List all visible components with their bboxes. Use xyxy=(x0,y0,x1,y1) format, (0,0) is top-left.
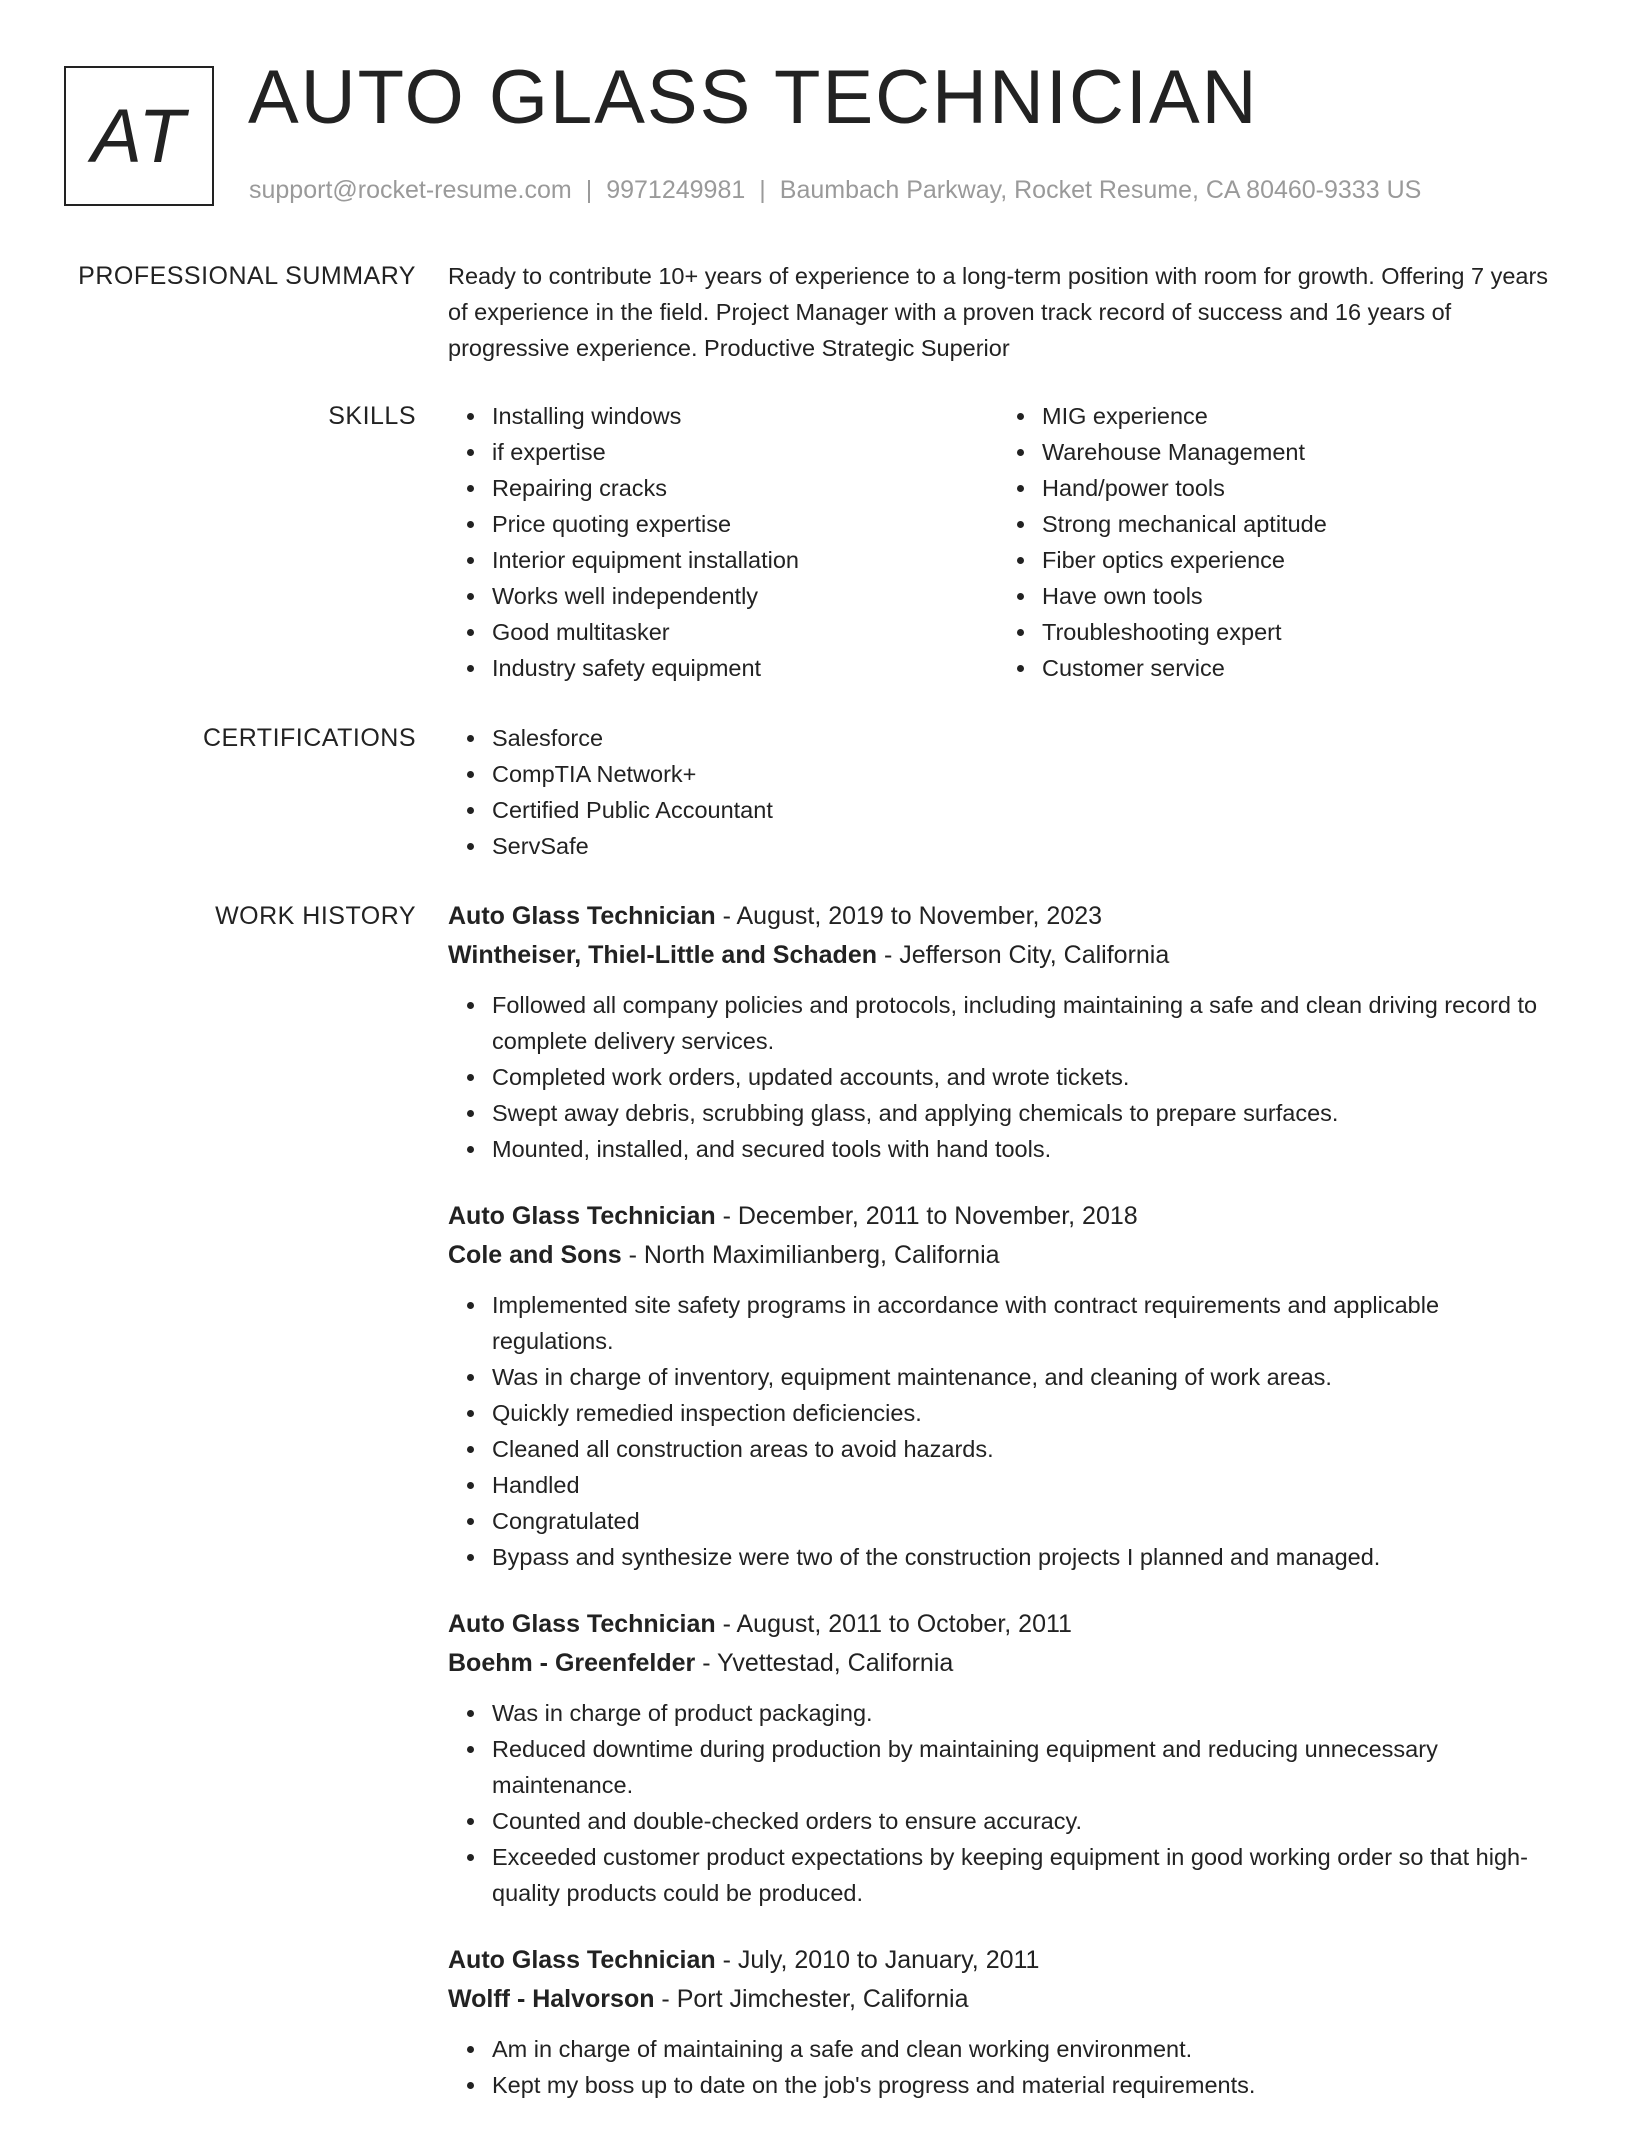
job-duty-item: Congratulated xyxy=(492,1503,1558,1539)
job-duty-item: Quickly remedied inspection deficiencies. xyxy=(492,1395,1558,1431)
summary-text: Ready to contribute 10+ years of experience to a long-term position with room for growth. Offering 7 years of experience in the field. Project Manager with a proven track record of success and 16 years of progressive experience. Productive Strategic Superior xyxy=(448,263,1549,361)
contact-address: Baumbach Parkway, Rocket Resume, CA 80460-9333 US xyxy=(779,176,1422,204)
job-entry xyxy=(448,1941,1558,2103)
dash-separator: - xyxy=(621,1241,644,1269)
job-location: Yvettestad, California xyxy=(717,1649,954,1677)
skill-item: Troubleshooting expert xyxy=(1042,614,1548,650)
skill-item: Warehouse Management xyxy=(1042,434,1548,470)
job-duty-item: Swept away debris, scrubbing glass, and applying chemicals to prepare surfaces. xyxy=(492,1095,1558,1131)
monogram-logo: AT xyxy=(64,66,214,206)
job-duty-item: Handled xyxy=(492,1467,1558,1503)
job-dates: August, 2019 to November, 2023 xyxy=(736,902,1103,930)
dash-separator: - xyxy=(695,1649,718,1677)
dash-separator: - xyxy=(715,1202,738,1230)
certification-item: CompTIA Network+ xyxy=(492,756,1558,792)
certification-item: Certified Public Accountant xyxy=(492,792,1558,828)
skill-item: Price quoting expertise xyxy=(492,506,998,542)
job-duties-list xyxy=(448,1695,1558,1911)
job-title-line xyxy=(448,897,1558,936)
job-duty-item: Counted and double-checked orders to ensure accuracy. xyxy=(492,1803,1558,1839)
job-duty-item: Am in charge of maintaining a safe and clean working environment. xyxy=(492,2031,1558,2067)
job-duties-list xyxy=(448,2031,1558,2103)
skill-item: Repairing cracks xyxy=(492,470,998,506)
skills-list-left xyxy=(448,398,998,686)
job-duty-item: Mounted, installed, and secured tools with hand tools. xyxy=(492,1131,1558,1167)
job-title: Auto Glass Technician xyxy=(448,902,716,930)
job-company-line xyxy=(448,1980,1558,2019)
job-title: Auto Glass Technician xyxy=(448,1946,716,1974)
job-duty-item: Completed work orders, updated accounts, and wrote tickets. xyxy=(492,1059,1558,1095)
job-dates: December, 2011 to November, 2018 xyxy=(737,1202,1138,1230)
job-company-line xyxy=(448,1236,1558,1275)
job-duties-list xyxy=(448,1287,1558,1575)
job-dates: July, 2010 to January, 2011 xyxy=(737,1946,1040,1974)
dash-separator: - xyxy=(654,1985,677,2013)
certification-item: Salesforce xyxy=(492,720,1558,756)
summary-body xyxy=(448,258,1558,366)
section-label-work-history: WORK HISTORY xyxy=(215,902,416,930)
skills-body xyxy=(448,398,1558,686)
job-entry xyxy=(448,1605,1558,1911)
job-title-line xyxy=(448,1941,1558,1980)
job-title: Auto Glass Technician xyxy=(448,1610,716,1638)
job-title: Auto Glass Technician xyxy=(448,1202,716,1230)
job-duty-item: Kept my boss up to date on the job's progress and material requirements. xyxy=(492,2067,1558,2103)
skill-item: Industry safety equipment xyxy=(492,650,998,686)
job-duty-item: Exceeded customer product expectations by keeping equipment in good working order so that high-quality products could be produced. xyxy=(492,1839,1558,1911)
job-duty-item: Reduced downtime during production by maintaining equipment and reducing unnecessary maintenance. xyxy=(492,1731,1558,1803)
work-history-body xyxy=(448,897,1558,2133)
skill-item: Have own tools xyxy=(1042,578,1548,614)
skill-item: Interior equipment installation xyxy=(492,542,998,578)
contact-phone: 9971249981 xyxy=(606,176,746,204)
dash-separator: - xyxy=(715,1610,737,1638)
certification-item: ServSafe xyxy=(492,828,1558,864)
section-label-summary: PROFESSIONAL SUMMARY xyxy=(78,262,416,290)
job-duty-item: Cleaned all construction areas to avoid hazards. xyxy=(492,1431,1558,1467)
skill-item: Strong mechanical aptitude xyxy=(1042,506,1548,542)
job-location: North Maximilianberg, California xyxy=(643,1241,1000,1269)
job-company: Wintheiser, Thiel-Little and Schaden xyxy=(448,941,878,969)
skill-item: if expertise xyxy=(492,434,998,470)
job-duties-list xyxy=(448,987,1558,1167)
job-title-line xyxy=(448,1605,1558,1644)
certifications-body xyxy=(448,720,1558,864)
skill-item: Works well independently xyxy=(492,578,998,614)
job-entry xyxy=(448,897,1558,1167)
section-label-certifications: CERTIFICATIONS xyxy=(202,724,416,752)
contact-email: support@rocket-resume.com xyxy=(249,176,572,204)
job-company-line xyxy=(448,936,1558,975)
dash-separator: - xyxy=(715,1946,738,1974)
job-company: Cole and Sons xyxy=(448,1241,622,1269)
job-entry xyxy=(448,1197,1558,1575)
job-company-line xyxy=(448,1644,1558,1683)
contact-separator: | xyxy=(759,176,766,204)
skill-item: Good multitasker xyxy=(492,614,998,650)
job-company: Boehm - Greenfelder xyxy=(448,1649,696,1677)
job-location: Jefferson City, California xyxy=(899,941,1170,969)
section-label-skills: SKILLS xyxy=(328,402,416,430)
job-company: Wolff - Halvorson xyxy=(448,1985,655,2013)
job-location: Port Jimchester, California xyxy=(676,1985,969,2013)
job-duty-item: Followed all company policies and protocols, including maintaining a safe and clean driving record to complete delivery services. xyxy=(492,987,1558,1059)
contact-line xyxy=(249,174,1421,206)
job-duty-item: Was in charge of product packaging. xyxy=(492,1695,1558,1731)
certifications-list xyxy=(448,720,1558,864)
contact-separator: | xyxy=(585,176,593,204)
job-duty-item: Was in charge of inventory, equipment maintenance, and cleaning of work areas. xyxy=(492,1359,1558,1395)
skill-item: Customer service xyxy=(1042,650,1548,686)
job-duty-item: Bypass and synthesize were two of the construction projects I planned and managed. xyxy=(492,1539,1558,1575)
skills-list-right xyxy=(998,398,1548,686)
skill-item: Fiber optics experience xyxy=(1042,542,1548,578)
skill-item: Hand/power tools xyxy=(1042,470,1548,506)
dash-separator: - xyxy=(877,941,900,969)
dash-separator: - xyxy=(715,902,737,930)
skill-item: Installing windows xyxy=(492,398,998,434)
job-dates: August, 2011 to October, 2011 xyxy=(736,1610,1072,1638)
resume-title: AUTO GLASS TECHNICIAN xyxy=(248,55,1259,140)
skill-item: MIG experience xyxy=(1042,398,1548,434)
job-duty-item: Implemented site safety programs in accordance with contract requirements and applicable regulations. xyxy=(492,1287,1558,1359)
job-title-line xyxy=(448,1197,1558,1236)
